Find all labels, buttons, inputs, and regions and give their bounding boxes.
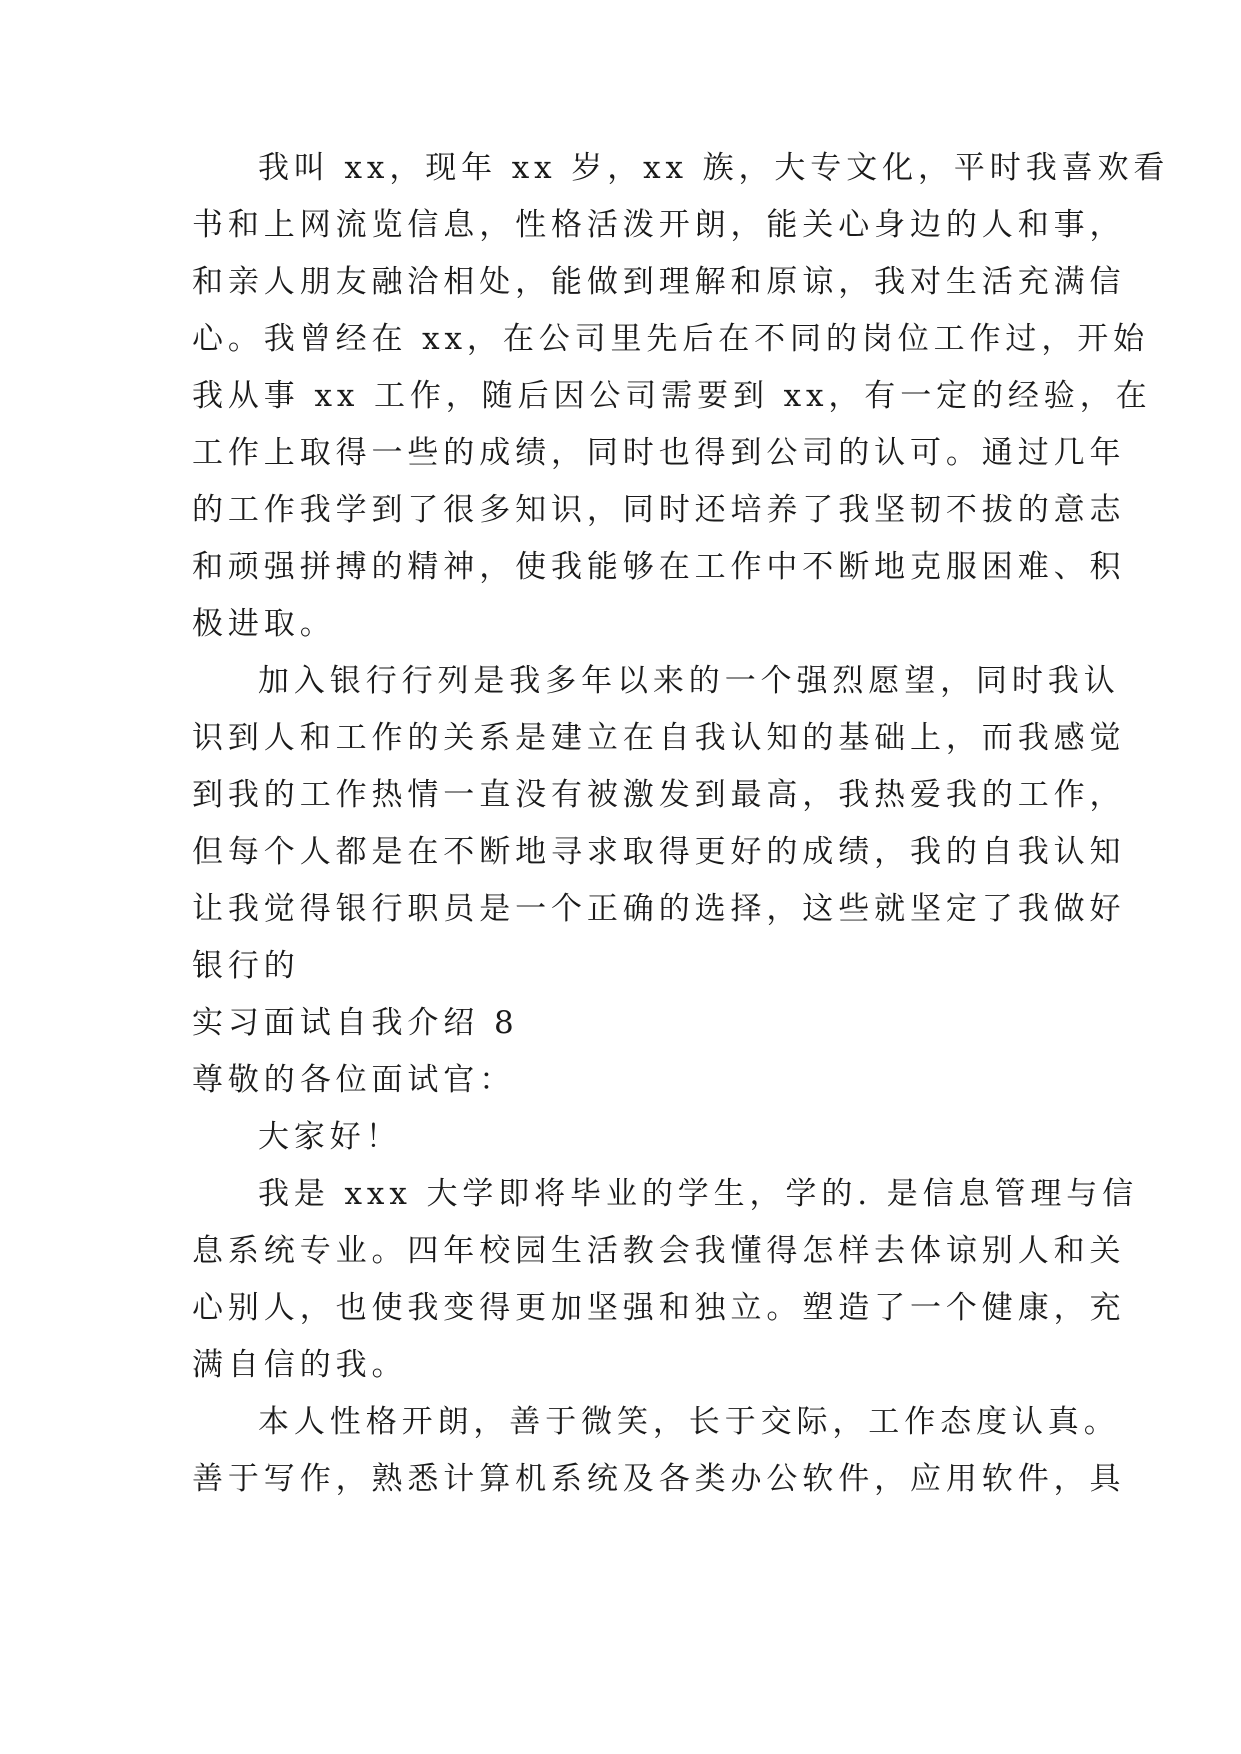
text-line: 和亲人朋友融洽相处，能做到理解和原谅，我对生活充满信 <box>192 264 1126 300</box>
text-line: 本人性格开朗，善于微笑，长于交际，工作态度认真。 <box>258 1404 1120 1440</box>
text-line: 工作上取得一些的成绩，同时也得到公司的认可。通过几年 <box>192 435 1126 471</box>
text-line: 的工作我学到了很多知识，同时还培养了我坚韧不拔的意志 <box>192 492 1126 528</box>
text-line: 满自信的我。 <box>192 1347 408 1383</box>
text-line: 心。我曾经在 xx，在公司里先后在不同的岗位工作过，开始 <box>192 321 1150 357</box>
text-line: 息系统专业。四年校园生活教会我懂得怎样去体谅别人和关 <box>192 1233 1126 1269</box>
text-line: 我从事 xx 工作，随后因公司需要到 xx，有一定的经验，在 <box>192 378 1152 414</box>
text-line: 善于写作，熟悉计算机系统及各类办公软件，应用软件，具 <box>192 1461 1126 1497</box>
text-line: 我叫 xx，现年 xx 岁，xx 族，大专文化，平时我喜欢看 <box>258 150 1170 186</box>
text-line: 极进取。 <box>192 606 336 642</box>
text-line: 加入银行行列是我多年以来的一个强烈愿望，同时我认 <box>258 663 1120 699</box>
text-line: 心别人，也使我变得更加坚强和独立。塑造了一个健康，充 <box>192 1290 1126 1326</box>
text-line: 和顽强拼搏的精神，使我能够在工作中不断地克服困难、积 <box>192 549 1126 585</box>
text-line: 我是 xxx 大学即将毕业的学生，学的. 是信息管理与信 <box>258 1176 1139 1212</box>
text-line: 识到人和工作的关系是建立在自我认知的基础上，而我感觉 <box>192 720 1126 756</box>
greeting: 大家好！ <box>258 1119 402 1155</box>
section-heading: 实习面试自我介绍 8 <box>192 1005 519 1041</box>
salutation: 尊敬的各位面试官： <box>192 1062 516 1098</box>
text-line: 到我的工作热情一直没有被激发到最高，我热爱我的工作， <box>192 777 1126 813</box>
text-line: 书和上网流览信息，性格活泼开朗，能关心身边的人和事， <box>192 207 1126 243</box>
text-line: 让我觉得银行职员是一个正确的选择，这些就坚定了我做好 <box>192 891 1126 927</box>
text-line: 但每个人都是在不断地寻求取得更好的成绩，我的自我认知 <box>192 834 1126 870</box>
text-line: 银行的 <box>192 948 300 984</box>
